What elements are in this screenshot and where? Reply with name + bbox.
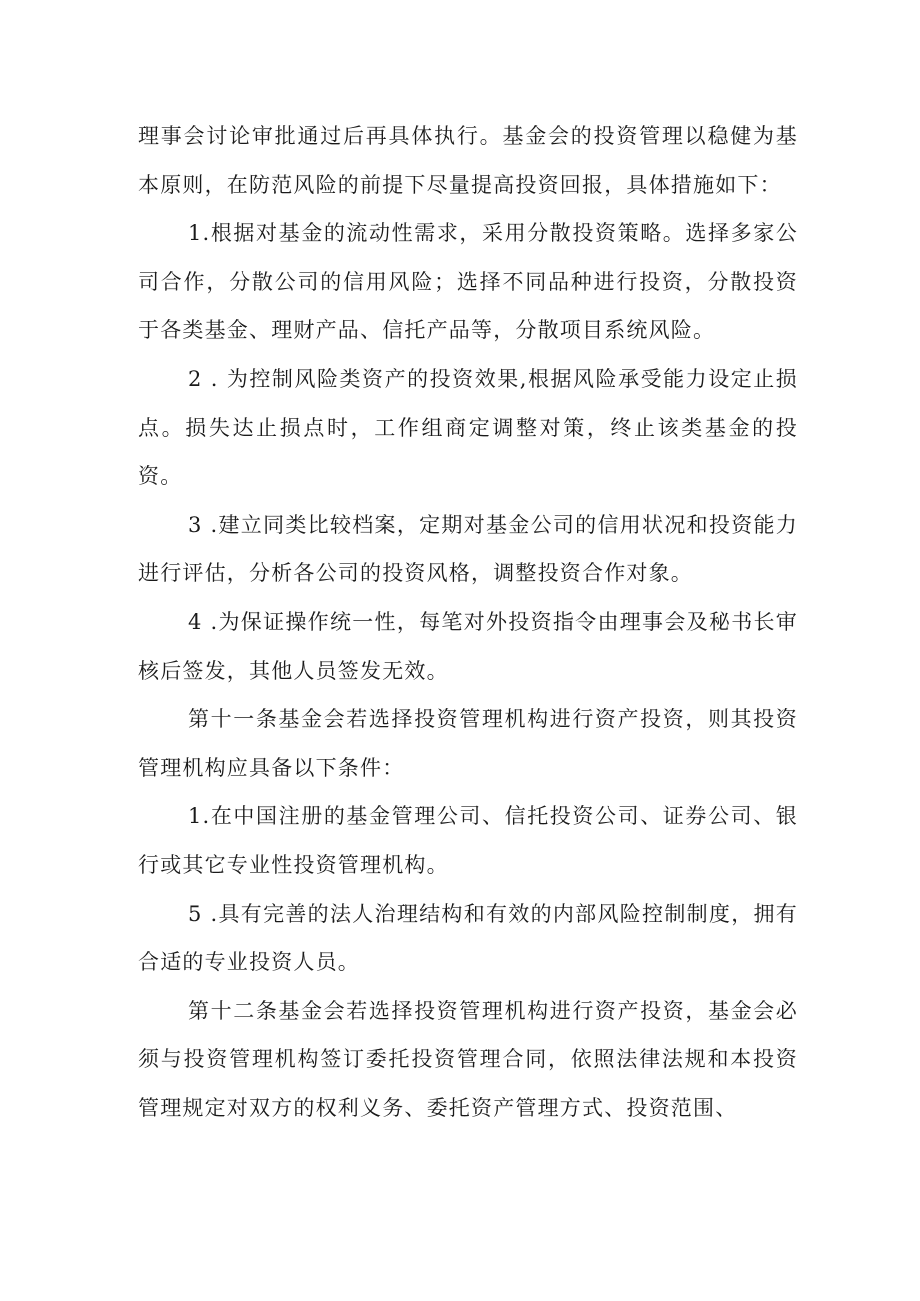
document-body bbox=[138, 112, 798, 1132]
paragraph-measure-2: 2 . 为控制风险类资产的投资效果,根据风险承受能力设定止损点。损失达止损点时，工作组商定调整对策，终止该类基金的投资。 bbox=[138, 366, 798, 489]
paragraph-measure-4: 4 .为保证操作统一性，每笔对外投资指令由理事会及秘书长审核后签发，其他人员签发无效。 bbox=[138, 609, 798, 683]
paragraph-measure-1: 1.根据对基金的流动性需求，采用分散投资策略。选择多家公司合作，分散公司的信用风险；选择不同品种进行投资，分散投资于各类基金、理财产品、信托产品等，分散项目系统风险。 bbox=[138, 221, 798, 343]
paragraph-condition-5: 5 .具有完善的法人治理结构和有效的内部风险控制制度，拥有合适的专业投资人员。 bbox=[138, 901, 798, 975]
paragraph-article-11: 第十一条基金会若选择投资管理机构进行资产投资，则其投资管理机构应具备以下条件： bbox=[138, 707, 798, 780]
paragraph-condition-1: 1.在中国注册的基金管理公司、信托投资公司、证券公司、银行或其它专业性投资管理机构。 bbox=[138, 804, 798, 877]
paragraph-intro: 理事会讨论审批通过后再具体执行。基金会的投资管理以稳健为基本原则，在防范风险的前提下尽量提高投资回报，具体措施如下： bbox=[138, 124, 798, 197]
paragraph-article-12: 第十二条基金会若选择投资管理机构进行资产投资，基金会必须与投资管理机构签订委托投资管理合同，依照法律法规和本投资管理规定对双方的权利义务、委托资产管理方式、投资范围、 bbox=[138, 998, 798, 1120]
paragraph-measure-3: 3 .建立同类比较档案，定期对基金公司的信用状况和投资能力进行评估，分析各公司的投资风格，调整投资合作对象。 bbox=[138, 512, 798, 586]
